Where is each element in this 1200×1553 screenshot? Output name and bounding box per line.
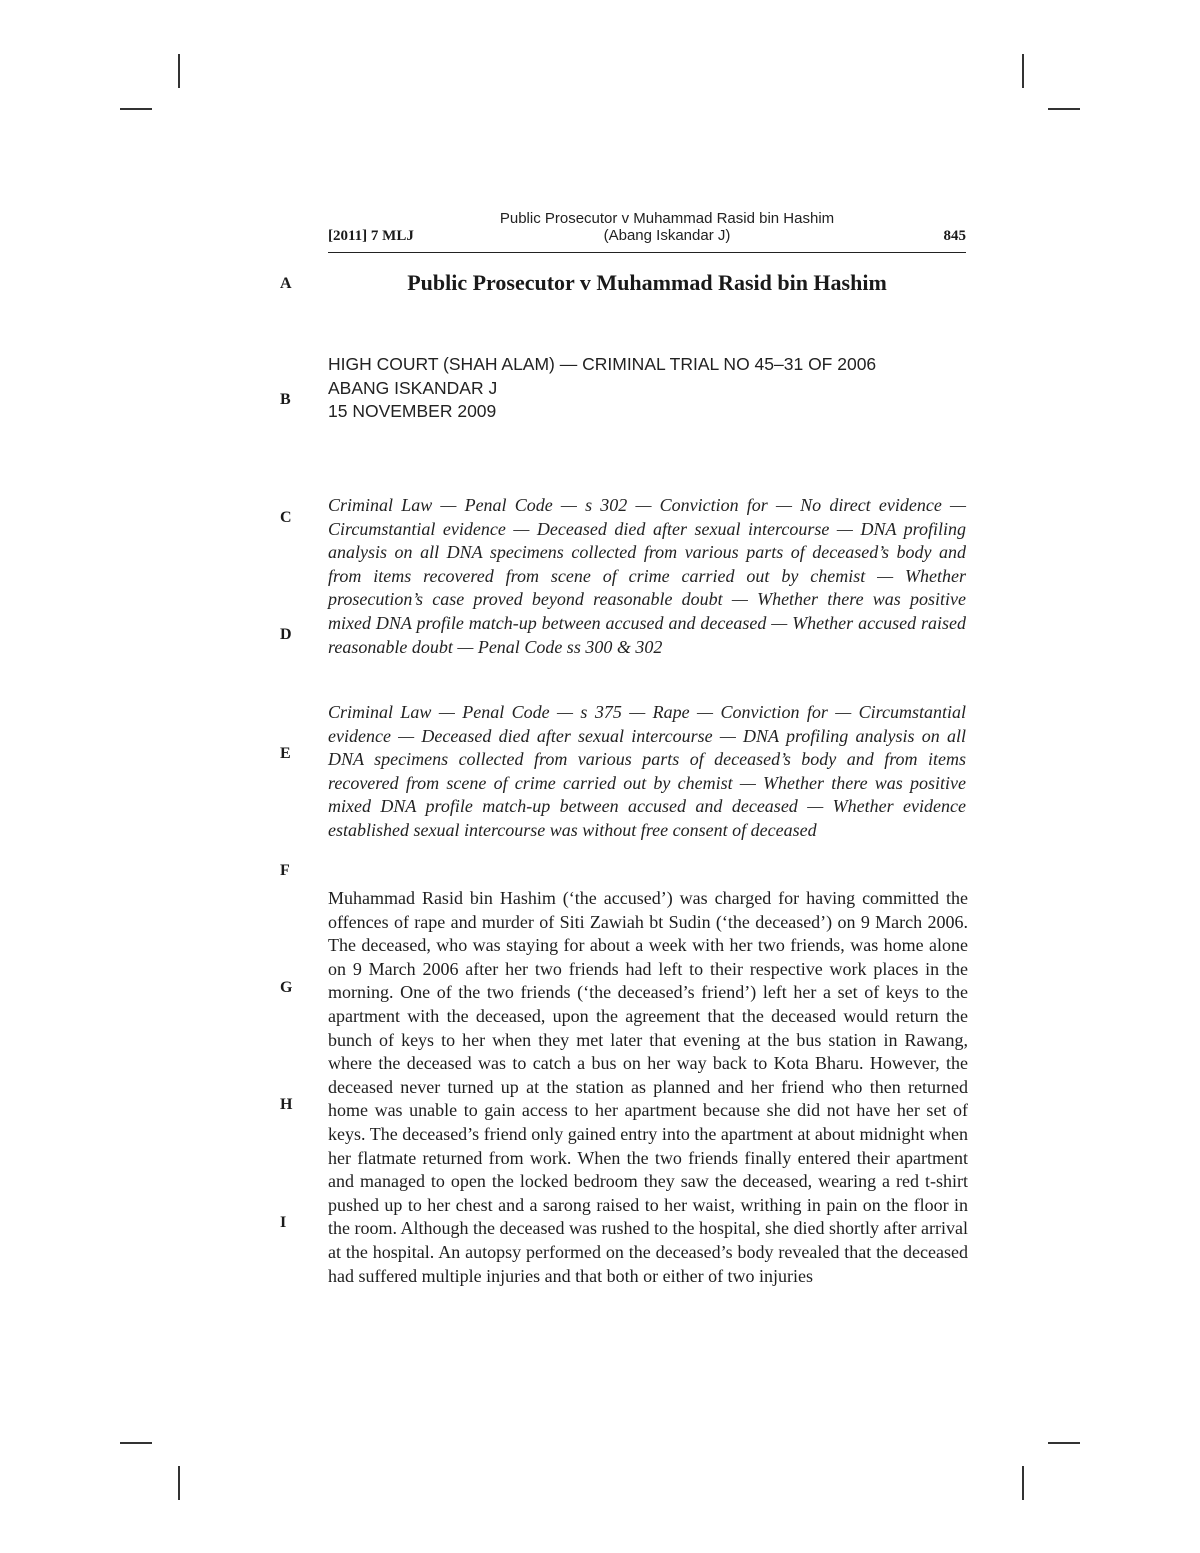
margin-letter-h: H — [280, 1096, 293, 1113]
catchword-paragraph-2 — [328, 701, 966, 843]
crop-mark-bottom-right-h — [1048, 1442, 1080, 1444]
crop-mark-top-right — [1022, 54, 1024, 88]
case-title: Public Prosecutor v Muhammad Rasid bin Hashim — [407, 270, 887, 295]
headnote-body — [328, 887, 968, 1288]
crop-mark-bottom-right — [1022, 1466, 1024, 1500]
header-citation: [2011] 7 MLJ — [328, 228, 414, 244]
margin-letter-i: I — [280, 1214, 287, 1231]
margin-letter-c: C — [280, 509, 292, 526]
margin-letter-g: G — [280, 979, 293, 996]
crop-mark-top-left — [178, 54, 180, 88]
headnote-paragraph: Muhammad Rasid bin Hashim (‘the accused’) was charged for having committed the offences of rape and murder of Siti Zawiah bt Sudin (‘the deceased’) on 9 March 2006. The deceased, who was staying for about a week with her two friends, was home alone on 9 March 2006 after her two friends had left to their respective work places in the morning. One of the two friends (‘the deceased’s friend’) left her a set of keys to the apartment with the deceased, upon the agreement that the deceased would return the bunch of keys to her when they met later that evening at the bus station in Rawang, where the deceased was to catch a bus on her way back to Kota Bharu. However, the deceased never turned up at the station as planned and her friend who then returned home was unable to gain access to her apartment because she did not have her set of keys. The deceased’s friend only gained entry into the apartment at about midnight when her flatmate returned from work. When the two friends finally entered their apartment and managed to open the locked bedroom they saw the deceased, wearing a red t-shirt pushed up to her chest and a sarong raised to her waist, writhing in pain on the floor in the room. Although the deceased was rushed to the hospital, she died shortly after arrival at the hospital. An autopsy performed on the deceased’s body revealed that the deceased had suffered multiple injuries and that both or either of two injuries — [328, 888, 968, 1286]
crop-mark-top-left-h — [120, 108, 152, 110]
court-line: HIGH COURT (SHAH ALAM) — CRIMINAL TRIAL NO 45–31 OF 2006 — [328, 354, 877, 374]
margin-letter-f: F — [280, 862, 290, 879]
court-details — [328, 353, 966, 424]
header-title-line2: (Abang Iskandar J) — [603, 227, 731, 244]
header-case-title — [478, 210, 856, 244]
margin-letter-d: D — [280, 626, 292, 643]
catchword-paragraph-1 — [328, 494, 966, 659]
header-page-number: 845 — [943, 228, 966, 244]
margin-letter-b: B — [280, 391, 291, 408]
catchword-text-2: Criminal Law — Penal Code — s 375 — Rape — Conviction for — Circumstantial evidence — Deceased died after sexual intercourse — DNA profiling analysis on all DNA specimens collected from various parts of deceased’s body and from items recovered from scene of crime carried out by chemist — Whether there was positive mixed DNA profile match-up between accused and deceased — Whether evidence established sexual intercourse was without free consent of deceased — [328, 702, 966, 840]
crop-mark-bottom-left-h — [120, 1442, 152, 1444]
margin-letter-a: A — [280, 275, 292, 292]
crop-mark-bottom-left — [178, 1466, 180, 1500]
header-title-line1: Public Prosecutor v Muhammad Rasid bin Hashim — [499, 210, 835, 227]
crop-mark-top-right-h — [1048, 108, 1080, 110]
margin-letter-e: E — [280, 745, 291, 762]
running-header — [328, 210, 966, 253]
judge-name: ABANG ISKANDAR J — [328, 377, 498, 398]
catchword-text-1: Criminal Law — Penal Code — s 302 — Conviction for — No direct evidence — Circumstantial evidence — Deceased died after sexual intercourse — DNA profiling analysis on all DNA specimens collected from various parts of deceased’s body and from items recovered from scene of crime carried out by chemist — Whether prosecution’s case proved beyond reasonable doubt — Whether there was positive mixed DNA profile match-up between accused and deceased — Whether accused raised reasonable doubt — Penal Code ss 300 & 302 — [328, 495, 966, 657]
judgment-date: 15 NOVEMBER 2009 — [328, 401, 497, 421]
